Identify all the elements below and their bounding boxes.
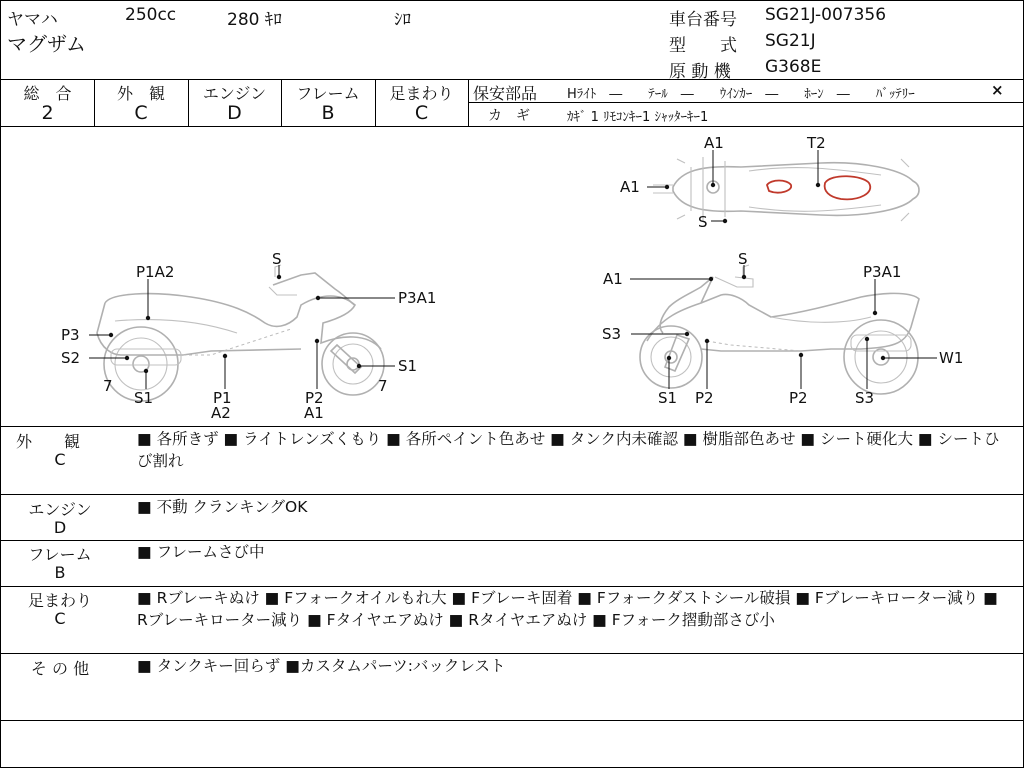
top-a1-label: A1	[704, 134, 724, 152]
displacement: 250cc	[125, 5, 177, 25]
score-engine-value: D	[227, 102, 242, 124]
right-p2a-label: P2	[695, 389, 714, 407]
section-suspension-grade: C	[54, 609, 66, 628]
section-suspension-text: ■ Rブレーキぬけ ■ Fフォークオイルもれ大 ■ Fブレーキ固着 ■ Fフォークダストシール破損 ■ Fブレーキローター減り ■ Rブレーキローター減り ■ Fタイヤエアぬけ ■ Rタイヤエアぬけ ■ Fフォーク摺動部さび小	[137, 589, 998, 629]
battery-missing-mark: ×	[991, 81, 1004, 99]
left-p3-label: P3	[61, 326, 80, 344]
top-view-scooter	[647, 150, 919, 223]
left-s-label: S	[272, 250, 282, 268]
model-name: マグザム	[7, 32, 86, 56]
section-frame-label: フレーム	[28, 545, 92, 564]
frame-no-label: 車台番号	[669, 10, 737, 30]
left-a1-label: A1	[304, 404, 324, 422]
score-frame-label: フレーム	[296, 84, 360, 103]
right-p2b-label: P2	[789, 389, 808, 407]
type-value: SG21J	[765, 31, 816, 51]
maker: ヤマハ	[7, 10, 58, 30]
score-suspension-value: C	[414, 102, 429, 124]
right-a1-label: A1	[603, 270, 623, 288]
section-other-label: そ の 他	[30, 659, 90, 678]
section-other-text: ■ タンクキー回らず ■カスタムパーツ:バックレスト	[137, 657, 506, 675]
right-s1-label: S1	[658, 389, 678, 407]
score-total-label: 総 合	[23, 84, 72, 103]
left-p1-label: P1	[213, 389, 232, 407]
safety-items: Hﾗｲﾄ ― ﾃｰﾙ ― ｳｲﾝｶｰ ― ﾎｰﾝ ― ﾊﾞｯﾃﾘｰ	[567, 87, 915, 102]
right-w1-label: W1	[939, 349, 964, 367]
color: ｼﾛ	[394, 10, 411, 30]
keys-value: ｶｷﾞ 1 ﾘﾓｺﾝｷｰ1 ｼｬｯﾀｰｷｰ1	[567, 110, 709, 125]
left-view-scooter	[89, 265, 395, 401]
left-7b-label: 7	[378, 377, 388, 395]
score-total-value: 2	[41, 102, 54, 124]
left-s2-label: S2	[61, 349, 81, 367]
left-s1-right-label: S1	[398, 357, 418, 375]
section-exterior-grade: C	[54, 450, 66, 469]
score-suspension-label: 足まわり	[389, 84, 454, 103]
score-engine-label: エンジン	[202, 84, 267, 103]
engine-label: 原 動 機	[669, 62, 731, 82]
frame-no: SG21J-007356	[765, 5, 887, 25]
section-engine-grade: D	[53, 518, 67, 537]
top-t2-label: T2	[807, 134, 826, 152]
left-a2-label: A2	[211, 404, 231, 422]
left-s1-label: S1	[134, 389, 154, 407]
left-p3a1-label: P3A1	[398, 289, 437, 307]
damage-diagram	[1, 127, 1023, 425]
score-exterior-value: C	[134, 102, 148, 124]
top-s-label: S	[698, 213, 708, 231]
section-suspension-label: 足まわり	[27, 591, 92, 610]
score-frame-value: B	[321, 102, 335, 124]
section-engine-text: ■ 不動 クランキングOK	[137, 498, 308, 516]
left-7a-label: 7	[103, 377, 113, 395]
section-frame-text: ■ フレームさび中	[137, 543, 265, 561]
engine-value: G368E	[765, 57, 822, 77]
left-p1a2-label: P1A2	[136, 263, 175, 281]
mileage: 280 ｷﾛ	[227, 10, 282, 30]
right-view-scooter	[630, 265, 937, 394]
right-s-label: S	[738, 250, 748, 268]
left-p2-label: P2	[305, 389, 324, 407]
right-p3a1-label: P3A1	[863, 263, 902, 281]
right-s3b-label: S3	[855, 389, 875, 407]
section-engine-label: エンジン	[28, 500, 92, 519]
section-exterior-text: ■ 各所きず ■ ライトレンズくもり ■ 各所ペイント色あせ ■ タンク内未確認 ■ 樹脂部色あせ ■ シート硬化大 ■ シートひび割れ	[137, 430, 1000, 470]
section-frame-grade: B	[54, 563, 66, 582]
top-a1b-label: A1	[620, 178, 640, 196]
right-s3-label: S3	[602, 325, 622, 343]
score-exterior-label: 外 観	[116, 84, 165, 103]
section-exterior-label: 外 観	[15, 432, 80, 451]
keys-label: カ ギ	[488, 108, 530, 124]
type-label: 型 式	[669, 36, 737, 56]
safety-label: 保安部品	[473, 84, 538, 103]
